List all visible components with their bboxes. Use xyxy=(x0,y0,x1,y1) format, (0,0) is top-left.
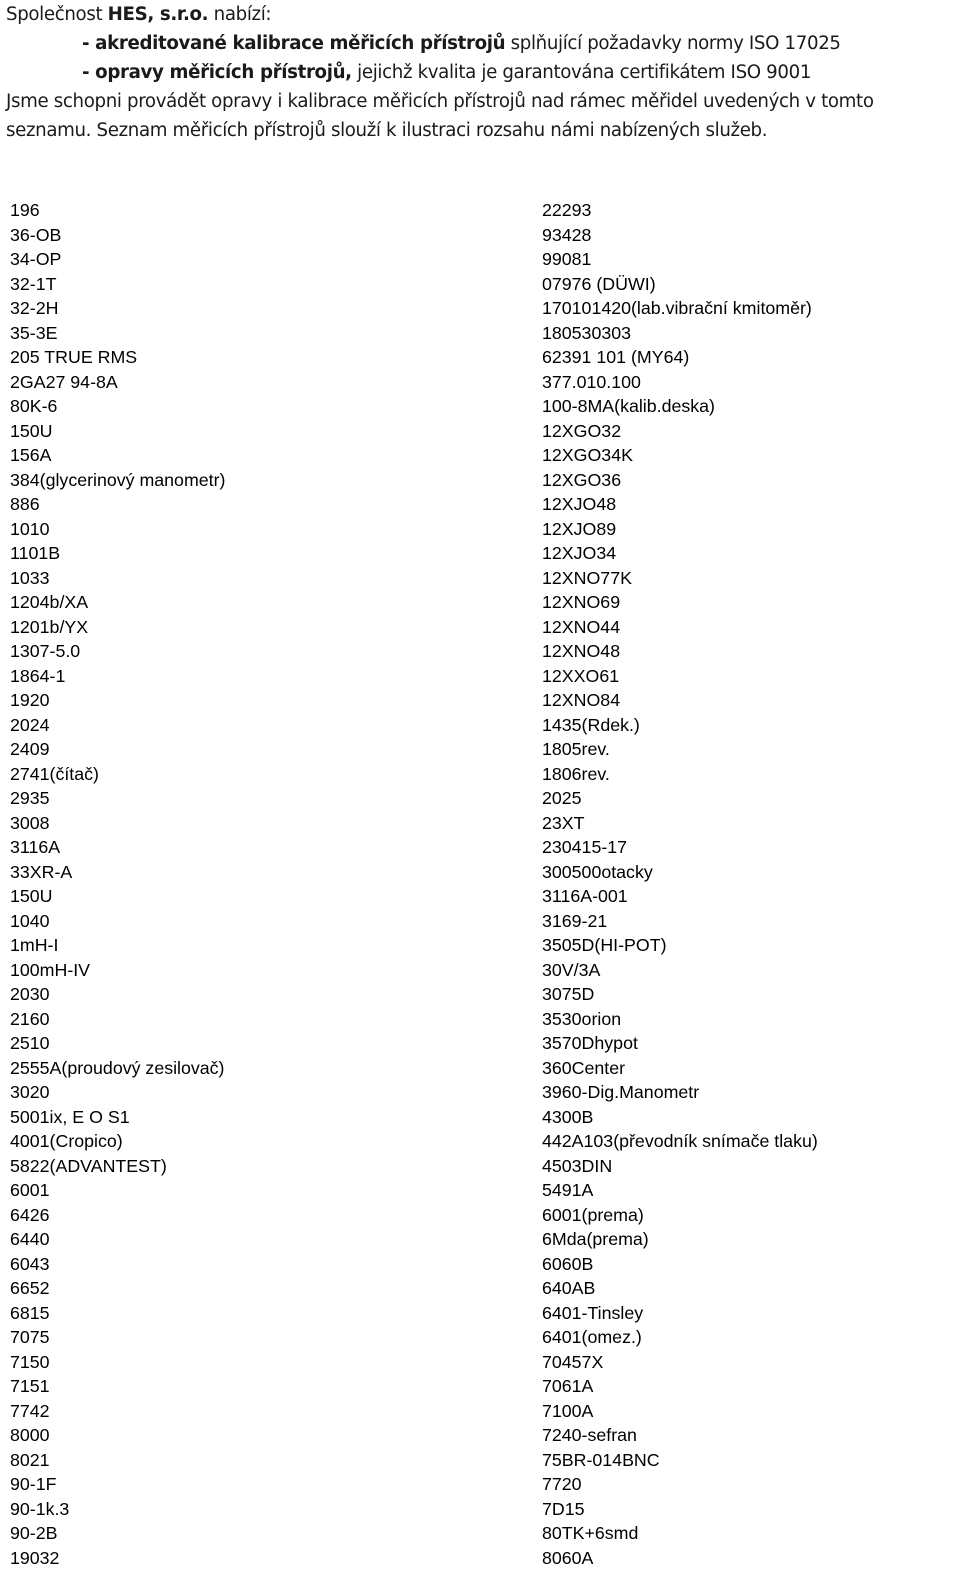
instrument-list-item: 150U xyxy=(10,419,225,444)
service-repair-desc: jejichž kvalita je garantována certifikátem ISO 9001 xyxy=(352,62,811,83)
instrument-list-item: 32-2H xyxy=(10,296,225,321)
instrument-list-item: 3960-Dig.Manometr xyxy=(542,1080,818,1105)
instrument-list-item: 1307-5.0 xyxy=(10,639,225,664)
instrument-list-item: 12XNO48 xyxy=(542,639,818,664)
instrument-list-item: 442A103(převodník snímače tlaku) xyxy=(542,1129,818,1154)
instrument-list-item: 360Center xyxy=(542,1056,818,1081)
instrument-list-item: 3530orion xyxy=(542,1007,818,1032)
instrument-list-item: 1806rev. xyxy=(542,762,818,787)
instrument-list-item: 6401-Tinsley xyxy=(542,1301,818,1326)
instrument-list-item: 7061A xyxy=(542,1374,818,1399)
instrument-list-item: 93428 xyxy=(542,223,818,248)
instrument-list-item: 300500otacky xyxy=(542,860,818,885)
instrument-list-item: 6060B xyxy=(542,1252,818,1277)
instrument-list-item: 70457X xyxy=(542,1350,818,1375)
instrument-list-item: 2741(čítač) xyxy=(10,762,225,787)
instrument-list-item: 12XNO44 xyxy=(542,615,818,640)
instrument-list-item: 34-OP xyxy=(10,247,225,272)
instrument-list-item: 4300B xyxy=(542,1105,818,1130)
instrument-list-item: 12XGO34K xyxy=(542,443,818,468)
instrument-list-item: 7151 xyxy=(10,1374,225,1399)
instrument-list-item: 6Mda(prema) xyxy=(542,1227,818,1252)
instrument-list-item: 7720 xyxy=(542,1472,818,1497)
instrument-list-item: 19032 xyxy=(10,1546,225,1570)
instrument-list-item: 62391 101 (MY64) xyxy=(542,345,818,370)
instrument-list-item: 1204b/XA xyxy=(10,590,225,615)
instrument-list-item: 7075 xyxy=(10,1325,225,1350)
instrument-list-item: 2555A(proudový zesilovač) xyxy=(10,1056,225,1081)
instrument-list-item: 80K-6 xyxy=(10,394,225,419)
instrument-list-item: 12XNO69 xyxy=(542,590,818,615)
instrument-list-item: 3169-21 xyxy=(542,909,818,934)
instrument-list-item: 12XJO34 xyxy=(542,541,818,566)
instrument-list-item: 7D15 xyxy=(542,1497,818,1522)
instrument-list-item: 6401(omez.) xyxy=(542,1325,818,1350)
instrument-list-item: 8000 xyxy=(10,1423,225,1448)
instrument-list-item: 80TK+6smd xyxy=(542,1521,818,1546)
instrument-list-item: 6043 xyxy=(10,1252,225,1277)
instrument-list-item: 5491A xyxy=(542,1178,818,1203)
intro-paragraph: Jsme schopni provádět opravy i kalibrace měřicích přístrojů nad rámec měřidel uvedených v tomto seznamu. Seznam měřicích přístrojů slouží k ilustraci rozsahu námi nabízených služeb. xyxy=(6,87,960,145)
instrument-list-item: 90-1k.3 xyxy=(10,1497,225,1522)
instrument-list-item: 90-1F xyxy=(10,1472,225,1497)
company-prefix: Společnost xyxy=(6,4,108,25)
instrument-list-item: 2510 xyxy=(10,1031,225,1056)
instrument-list-item: 1010 xyxy=(10,517,225,542)
instrument-list-item: 2024 xyxy=(10,713,225,738)
instrument-list-item: 32-1T xyxy=(10,272,225,297)
instrument-list-item: 2409 xyxy=(10,737,225,762)
instrument-list-item: 30V/3A xyxy=(542,958,818,983)
instrument-list-item: 6426 xyxy=(10,1203,225,1228)
instrument-list-item: 3020 xyxy=(10,1080,225,1105)
instrument-list-item: 150U xyxy=(10,884,225,909)
instrument-list-item: 12XXO61 xyxy=(542,664,818,689)
instrument-list-item: 1920 xyxy=(10,688,225,713)
instrument-list-item: 12XJO89 xyxy=(542,517,818,542)
service-item-calibration xyxy=(6,29,960,58)
instrument-list-item: 100mH-IV xyxy=(10,958,225,983)
instrument-list-left xyxy=(10,198,225,1570)
instrument-list-item: 886 xyxy=(10,492,225,517)
instrument-list-item: 12XNO77K xyxy=(542,566,818,591)
service-repair-title: - opravy měřicích přístrojů, xyxy=(82,62,352,83)
instrument-list-item: 1805rev. xyxy=(542,737,818,762)
instrument-list-item: 640AB xyxy=(542,1276,818,1301)
instrument-list-item: 2025 xyxy=(542,786,818,811)
company-name: HES, s.r.o. xyxy=(108,4,209,25)
service-calibration-desc: splňující požadavky normy ISO 17025 xyxy=(505,33,840,54)
instrument-list-item: 4001(Cropico) xyxy=(10,1129,225,1154)
instrument-list-item: 1033 xyxy=(10,566,225,591)
instrument-list-item: 12XGO32 xyxy=(542,419,818,444)
instrument-list-item: 23XT xyxy=(542,811,818,836)
instrument-list-item: 180530303 xyxy=(542,321,818,346)
instrument-list-item: 3116A-001 xyxy=(542,884,818,909)
instrument-list-item: 12XNO84 xyxy=(542,688,818,713)
intro-section xyxy=(6,0,960,145)
instrument-list-item: 3505D(HI-POT) xyxy=(542,933,818,958)
instrument-list-item: 75BR-014BNC xyxy=(542,1448,818,1473)
instrument-list-item: 99081 xyxy=(542,247,818,272)
instrument-list-item: 1101B xyxy=(10,541,225,566)
instrument-list-item: 6652 xyxy=(10,1276,225,1301)
instrument-list-item: 8021 xyxy=(10,1448,225,1473)
company-suffix: nabízí: xyxy=(208,4,271,25)
instrument-list-item: 100-8MA(kalib.deska) xyxy=(542,394,818,419)
instrument-list-item: 3570Dhypot xyxy=(542,1031,818,1056)
instrument-list-item: 7150 xyxy=(10,1350,225,1375)
instrument-list-item: 8060A xyxy=(542,1546,818,1570)
instrument-list-item: 230415-17 xyxy=(542,835,818,860)
instrument-list-item: 1201b/YX xyxy=(10,615,225,640)
instrument-list-item: 6440 xyxy=(10,1227,225,1252)
instrument-list-item: 2935 xyxy=(10,786,225,811)
service-item-repair xyxy=(6,58,960,87)
instrument-list-item: 7240-sefran xyxy=(542,1423,818,1448)
instrument-list-item: 2030 xyxy=(10,982,225,1007)
instrument-list-item: 22293 xyxy=(542,198,818,223)
instrument-list-item: 3075D xyxy=(542,982,818,1007)
instrument-list-item: 377.010.100 xyxy=(542,370,818,395)
instrument-list-item: 3116A xyxy=(10,835,225,860)
instrument-list-item: 33XR-A xyxy=(10,860,225,885)
instrument-list-item: 205 TRUE RMS xyxy=(10,345,225,370)
instrument-list-item: 6001(prema) xyxy=(542,1203,818,1228)
instrument-list-item: 90-2B xyxy=(10,1521,225,1546)
instrument-list-item: 1435(Rdek.) xyxy=(542,713,818,738)
instrument-list-item: 196 xyxy=(10,198,225,223)
instrument-list-item: 6001 xyxy=(10,1178,225,1203)
instrument-list-item: 12XJO48 xyxy=(542,492,818,517)
company-intro-line xyxy=(6,0,960,29)
instrument-list-item: 384(glycerinový manometr) xyxy=(10,468,225,493)
instrument-list-item: 1040 xyxy=(10,909,225,934)
instrument-list-item: 7100A xyxy=(542,1399,818,1424)
instrument-list-item: 1mH-I xyxy=(10,933,225,958)
instrument-list-item: 5822(ADVANTEST) xyxy=(10,1154,225,1179)
instrument-list-item: 156A xyxy=(10,443,225,468)
instrument-list-item: 3008 xyxy=(10,811,225,836)
instrument-list-item: 36-OB xyxy=(10,223,225,248)
instrument-list-item: 12XGO36 xyxy=(542,468,818,493)
instrument-list-item: 7742 xyxy=(10,1399,225,1424)
instrument-list-item: 2GA27 94-8A xyxy=(10,370,225,395)
instrument-list-item: 1864-1 xyxy=(10,664,225,689)
instrument-list-right xyxy=(542,198,818,1570)
instrument-list-item: 5001ix, E O S1 xyxy=(10,1105,225,1130)
service-calibration-title: - akreditované kalibrace měřicích přístrojů xyxy=(82,33,505,54)
instrument-list-item: 4503DIN xyxy=(542,1154,818,1179)
instrument-list-item: 170101420(lab.vibrační kmitoměr) xyxy=(542,296,818,321)
instrument-list-item: 6815 xyxy=(10,1301,225,1326)
instrument-list-item: 35-3E xyxy=(10,321,225,346)
instrument-list-item: 2160 xyxy=(10,1007,225,1032)
instrument-list-item: 07976 (DÜWI) xyxy=(542,272,818,297)
